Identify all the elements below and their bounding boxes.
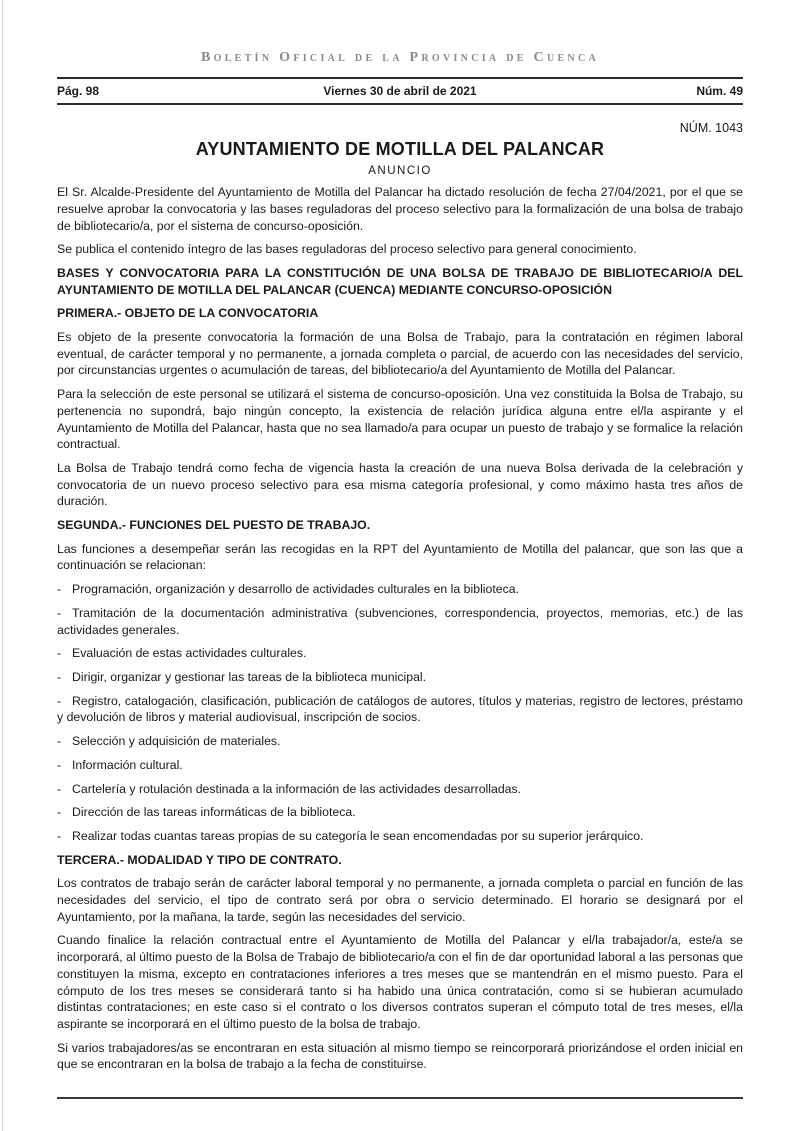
footer-rule [57, 1097, 743, 1099]
intro-paragraph: Se publica el contenido íntegro de las bases reguladoras del proceso selectivo para general conocimiento. [57, 242, 637, 257]
dash-marker: - [57, 582, 62, 597]
section-heading: TERCERA.- MODALIDAD Y TIPO DE CONTRATO. [57, 852, 342, 867]
list-item: - Selección y adquisición de materiales. [57, 734, 281, 749]
bulletin-masthead: Boletín Oficial de la Provincia de Cuenca [201, 50, 599, 65]
section-heading: PRIMERA.- OBJETO DE LA CONVOCATORIA [57, 306, 319, 321]
page-header [57, 84, 743, 100]
publication-date: Viernes 30 de abril de 2021 [323, 84, 477, 98]
dash-marker: - [57, 646, 62, 661]
dash-marker: - [57, 757, 62, 772]
document-body [57, 120, 743, 1080]
list-item: - Evaluación de estas actividades culturales. [57, 646, 307, 661]
dash-marker: - [57, 693, 62, 708]
dash-marker: - [57, 805, 62, 820]
document-title: AYUNTAMIENTO DE MOTILLA DEL PALANCAR [195, 138, 605, 159]
section-paragraph: Si varios trabajadores/as se encontraran en esta situación al mismo tiempo se reincorporará priorizándose el orden inicial en que se encontraran en la bolsa de trabajo a la fecha de constituirse. [57, 1040, 743, 1072]
page-number: Pág. 98 [57, 84, 100, 98]
bases-title: BASES Y CONVOCATORIA PARA LA CONSTITUCIÓN DE UNA BOLSA DE TRABAJO DE BIBLIOTECARIO/A DEL AYUNTAMIENTO DE MOTILLA DEL PALANCAR (CUENCA) MEDIANTE CONCURSO-OPOSICIÓN [57, 265, 743, 297]
section-paragraph: La Bolsa de Trabajo tendrá como fecha de vigencia hasta la creación de una nueva Bolsa derivada de la celebración y convocatoria de un nuevo proceso selectivo para esa misma categoría profesional, y como máximo hasta tres años de duración. [57, 460, 743, 509]
issue-number: Núm. 49 [696, 84, 743, 98]
list-item: - Realizar todas cuantas tareas propias de su categoría le sean encomendadas por su superior jerárquico. [57, 828, 644, 843]
list-item: - Tramitación de la documentación administrativa (subvenciones, correspondencia, proyectos, memorias, etc.) de las actividades generales. [57, 605, 743, 637]
header-rule-top [57, 77, 743, 79]
document-subtitle: ANUNCIO [368, 165, 432, 178]
section-paragraph: Es objeto de la presente convocatoria la formación de una Bolsa de Trabajo, para la contratación en régimen laboral eventual, de carácter temporal y no permanente, a jornada completa o parcial, de acuerdo con las necesidades del servicio, por circunstancias urgentes o acumulación de tareas, del bibliotecario/a del Ayuntamiento de Motilla del Palancar. [57, 330, 743, 378]
dash-marker: - [57, 734, 62, 749]
section-paragraph: Cuando finalice la relación contractual entre el Ayuntamiento de Motilla del Palancar y el/la trabajador/a, este/a se incorporará, al último puesto de la Bolsa de Trabajo de bibliotecario/a con el fin de dar oportunidad laboral a las personas que constituyen la misma, excepto en contrataciones inferiores a tres meses que se mantendrán en el mismo puesto. Para el cómputo de los tres meses se considerará tanto si ha habido una única contratación, como si se hubieran acumulado distintas contrataciones; en este caso si el contrato o los diversos contratos superan el cómputo total de tres meses, el/la aspirante se incorporará en el último puesto de la bolsa de trabajo. [57, 933, 743, 1031]
section-paragraph: Para la selección de este personal se utilizará el sistema de concurso-oposición. Una vez constituida la Bolsa de Trabajo, su pertenencia no supondrá, bajo ningún concepto, la existencia de relación jurídica alguna entre el/la aspirante y el Ayuntamiento de Motilla del Palancar, hasta que no sea llamado/a para ocupar un puesto de trabajo y se formalice la relación contractual. [57, 387, 743, 452]
list-item: - Información cultural. [57, 757, 183, 772]
page-edge [2, 0, 3, 1131]
dash-marker: - [57, 781, 62, 796]
section-paragraph: Las funciones a desempeñar serán las recogidas en la RPT del Ayuntamiento de Motilla del palancar, que son las que a continuación se relacionan: [57, 541, 743, 573]
intro-paragraph: El Sr. Alcalde-Presidente del Ayuntamiento de Motilla del Palancar ha dictado resolución de fecha 27/04/2021, por el que se resuelve aprobar la convocatoria y las bases reguladoras del proceso selectivo para la formalización de una bolsa de trabajo de bibliotecario/a, por el sistema de concurso-oposición. [57, 185, 743, 233]
list-item: - Registro, catalogación, clasificación, publicación de catálogos de autores, títulos y materias, registro de lectores, préstamo y devolución de libros y material audiovisual, inscripción de socios. [57, 693, 743, 725]
section-paragraph: Los contratos de trabajo serán de carácter laboral temporal y no permanente, a jornada completa o parcial en función de las necesidades del servicio, el tipo de contrato será por obra o servicio determinado. El horario se designará por el Ayuntamiento, por la mañana, la tarde, según las necesidades del servicio. [57, 876, 743, 924]
dash-marker: - [57, 669, 62, 684]
list-item: - Dirección de las tareas informáticas de la biblioteca. [57, 805, 356, 820]
header-rule-bottom [57, 103, 743, 105]
notice-number: NÚM. 1043 [679, 121, 743, 135]
list-item: - Cartelería y rotulación destinada a la información de las actividades desarrolladas. [57, 781, 522, 796]
dash-marker: - [57, 828, 62, 843]
list-item: - Dirigir, organizar y gestionar las tareas de la biblioteca municipal. [57, 669, 427, 684]
list-item: - Programación, organización y desarrollo de actividades culturales en la biblioteca. [57, 582, 520, 597]
section-heading: SEGUNDA.- FUNCIONES DEL PUESTO DE TRABAJO. [57, 518, 371, 533]
dash-marker: - [57, 605, 62, 620]
